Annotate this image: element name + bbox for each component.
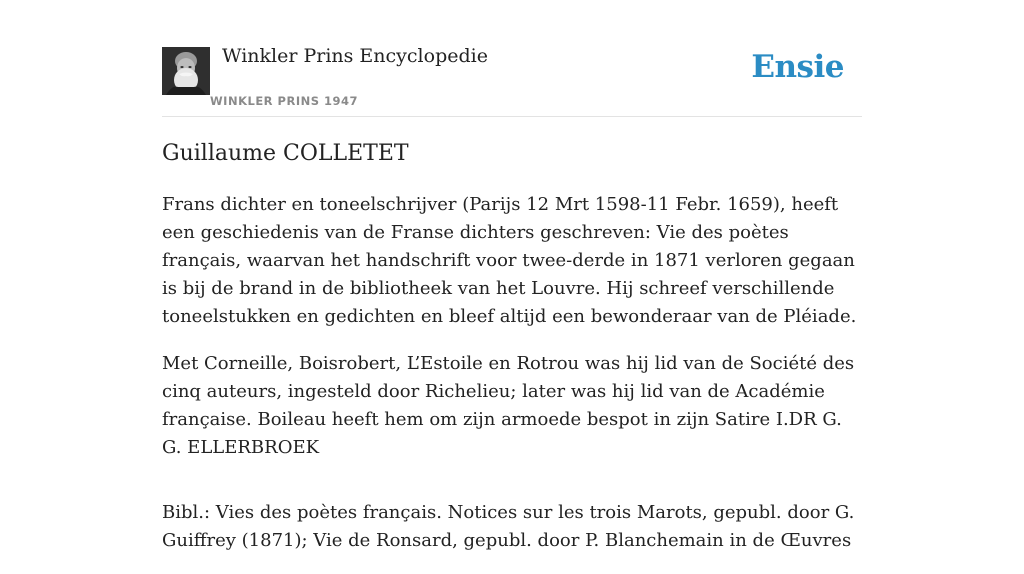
site-header <box>162 0 862 117</box>
article-title: Guillaume COLLETET <box>162 141 409 166</box>
article-paragraph: Met Corneille, Boisrobert, L’Estoile en Rotrou was hij lid van de Société des cinq auteurs, ingesteld door Richelieu; later was hij lid van de Académie française. Boileau heeft hem om zijn armoede bespot in zijn Satire I.DR G. G. ELLERBROEK <box>162 353 855 458</box>
article <box>162 138 862 574</box>
article-paragraph: Frans dichter en toneelschrijver (Parijs 12 Mrt 1598-11 Febr. 1659), heeft een geschiedenis van de Franse dichters geschreven: Vie des poètes français, waarvan het handschrift voor twee-derde in 1871 verloren gegaan is bij de brand in de bibliotheek van het Louvre. Hij schreef verschillende toneelstukken en gedichten en bleef altijd een bewonderaar van de Pléiade. <box>162 194 857 327</box>
site-title[interactable]: Winkler Prins Encyclopedie <box>222 45 488 67</box>
bearded-man-portrait-icon <box>162 47 210 95</box>
section-label[interactable]: WINKLER PRINS 1947 <box>210 94 359 108</box>
brand-logo[interactable]: Ensie <box>751 49 844 85</box>
bibliography: Bibl.: Vies des poètes français. Notices sur les trois Marots, gepubl. door G. Guiffrey (1871); Vie de Ronsard, gepubl. door P. Blanchemain in de Œuvres <box>162 502 855 551</box>
avatar[interactable] <box>162 47 210 95</box>
